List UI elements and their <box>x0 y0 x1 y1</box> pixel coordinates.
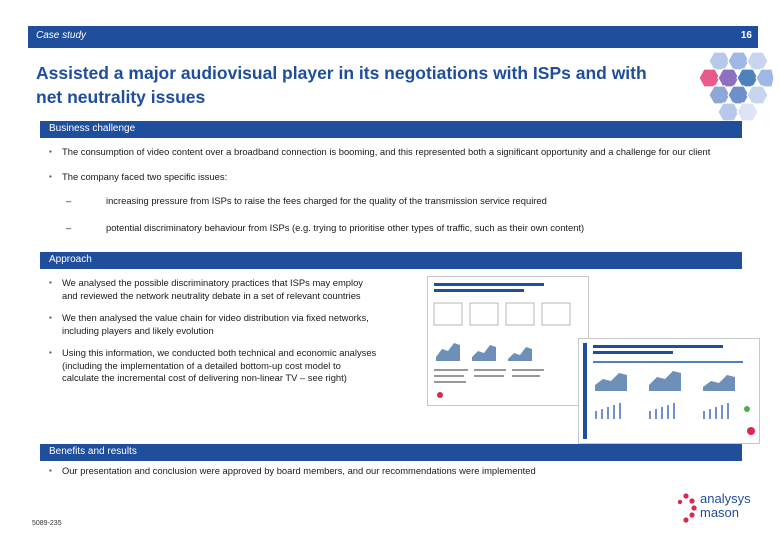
section-heading: Benefits and results <box>49 446 137 457</box>
hexagon-shape <box>718 103 739 121</box>
slide-thumbnail-cost-model <box>578 338 760 444</box>
business-challenge-bullets <box>48 146 728 248</box>
benefits-bullets <box>48 465 728 490</box>
sub-dash: – <box>66 195 72 206</box>
sub-item-text: increasing pressure from ISPs to raise the fees charged for the quality of the transmission service required <box>106 195 547 206</box>
header-bar <box>28 26 758 48</box>
hexagon-shape <box>709 52 730 70</box>
hexagon-shape <box>728 52 749 70</box>
hexagon-shape <box>718 69 739 87</box>
hexagon-shape <box>756 69 774 87</box>
section-heading: Business challenge <box>49 123 136 134</box>
section-heading: Approach <box>49 254 92 265</box>
hexagon-shape <box>709 86 730 104</box>
document-id: 5089-235 <box>32 520 62 527</box>
page-title: Assisted a major audiovisual player in its negotiations with ISPs and with net neutrality issues <box>36 63 647 107</box>
sub-item <box>48 195 728 208</box>
company-logo <box>672 490 767 534</box>
logo-text <box>700 492 751 520</box>
bullet-item: ▪ The company faced two specific issues: <box>48 171 728 184</box>
logo-dots-graphic <box>672 490 700 530</box>
section-header-business-challenge <box>40 121 742 138</box>
logo-line: analysys <box>700 491 751 506</box>
hexagon-cluster-graphic <box>694 50 774 122</box>
logo-line: mason <box>700 505 740 520</box>
slide-thumbnail-methodology <box>427 276 589 406</box>
hexagon-shape <box>747 86 768 104</box>
sub-item <box>48 222 728 235</box>
bullet-item: ▪ Using this information, we conducted both technical and economic analyses (including the implementation of a detailed bottom-up cost model to calculate the incremental cost of delivering non-linear TV – see right) <box>48 347 380 385</box>
bullet-item: ▪ We then analysed the value chain for video distribution via fixed networks, including players and likely evolution <box>48 312 380 337</box>
page-number: 16 <box>740 30 752 41</box>
section-header-approach <box>40 252 742 269</box>
section-header-benefits <box>40 444 742 461</box>
hexagon-shape <box>699 69 720 87</box>
sub-dash: – <box>66 221 72 233</box>
bullet-item: ▪ The consumption of video content over a broadband connection is booming, and this represented both a significant opportunity and a challenge for our client <box>48 146 728 159</box>
bullet-item: ▪ We analysed the possible discriminatory practices that ISPs may employ and reviewed the network neutrality debate in a set of relevant countries <box>48 277 380 302</box>
hexagon-shape <box>737 69 758 87</box>
hexagon-shape <box>747 52 768 70</box>
slide-thumbnail-graphic <box>428 277 588 405</box>
header-label: Case study <box>36 30 87 41</box>
slide-thumbnail-graphic <box>579 339 759 443</box>
hexagon-shape <box>728 86 749 104</box>
hexagon-shape <box>737 103 758 121</box>
approach-bullets <box>48 277 380 397</box>
sub-item-text: potential discriminatory behaviour from ISPs (e.g. trying to prioritise other types of traffic, such as their own content) <box>106 221 585 233</box>
bullet-item: ▪ Our presentation and conclusion were approved by board members, and our recommendations were implemented <box>48 465 728 478</box>
